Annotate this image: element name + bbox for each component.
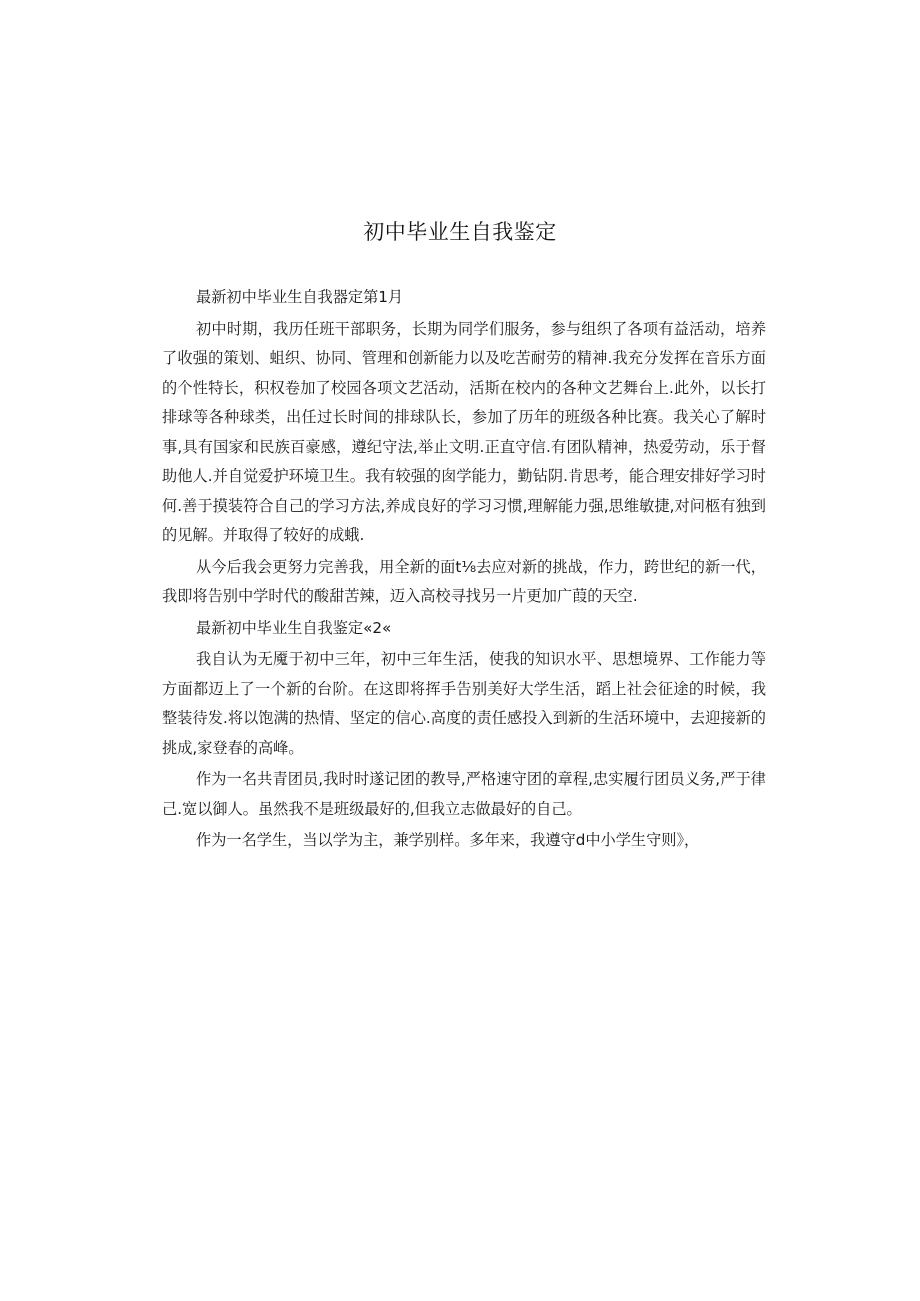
paragraph: 作为一名共青团员,我时时遂记团的教导,严格速守团的章程,忠实履行团员义务,严于律己.宽以御人。虽然我不是班级最好的,但我立志做最好的自己。 [162,770,766,818]
document-title: 初中毕业生自我鉴定 [363,220,557,244]
paragraph: 作为一名学生，当以学为主，兼学别样。多年来，我遵守d中小学生守则》， [196,831,700,849]
paragraph: 我自认为无魇于初中三年，初中三年生活，使我的知识水平、思想境界、工作能力等方面都迈上了一个新的台阶。在这即将挥手告别美好大学生活，蹈上社会征途的时候，我整装待发.将以饱满的热情、坚定的信心.高度的责任感投入到新的生活环境中，去迎接新的挑成,家登春的高峰。 [162,650,766,757]
paragraph: 初中时期，我历任班干部职务，长期为同学们服务，参与组织了各项有益活动，培养了收强的策划、蛆织、协同、管理和创新能力以及吃苦耐劳的精神.我充分发挥在音乐方面的个性特长，积权卷加了校园各项文艺活动，活斯在校内的各种文艺舞台上.此外，以长打排球等各种球类，出任过长时间的排球队长，参加了历年的班级各种比赛。我关心了解时事,具有国家和民族百豪感，遵纪守法,举止文明.正直守信.有团队精神，热爱劳动，乐于督助他人.并自觉爱护环境卫生。我有较强的囱学能力，勤钻阴.肯思考，能合理安排好学习时何.善于摸装符合自己的学习方法,养成良好的学习习惯,理解能力强,思维敏捷,对问柩有独到的见解。并取得了较好的成蛾. [162,319,766,544]
document-body [162,283,766,858]
section-heading-1: 最新初中毕业生自我器定第1月 [196,288,404,306]
section-heading-2: 最新初中毕业生自我鉴定«2« [196,618,392,637]
paragraph: 从今后我会更努力完善我，用全新的面t⅛去应对新的挑战，作力，跨世纪的新一代，我即将告别中学时代的酸甜苦辣，迈入高校寻找另一片更加广葭的天空. [162,557,766,605]
